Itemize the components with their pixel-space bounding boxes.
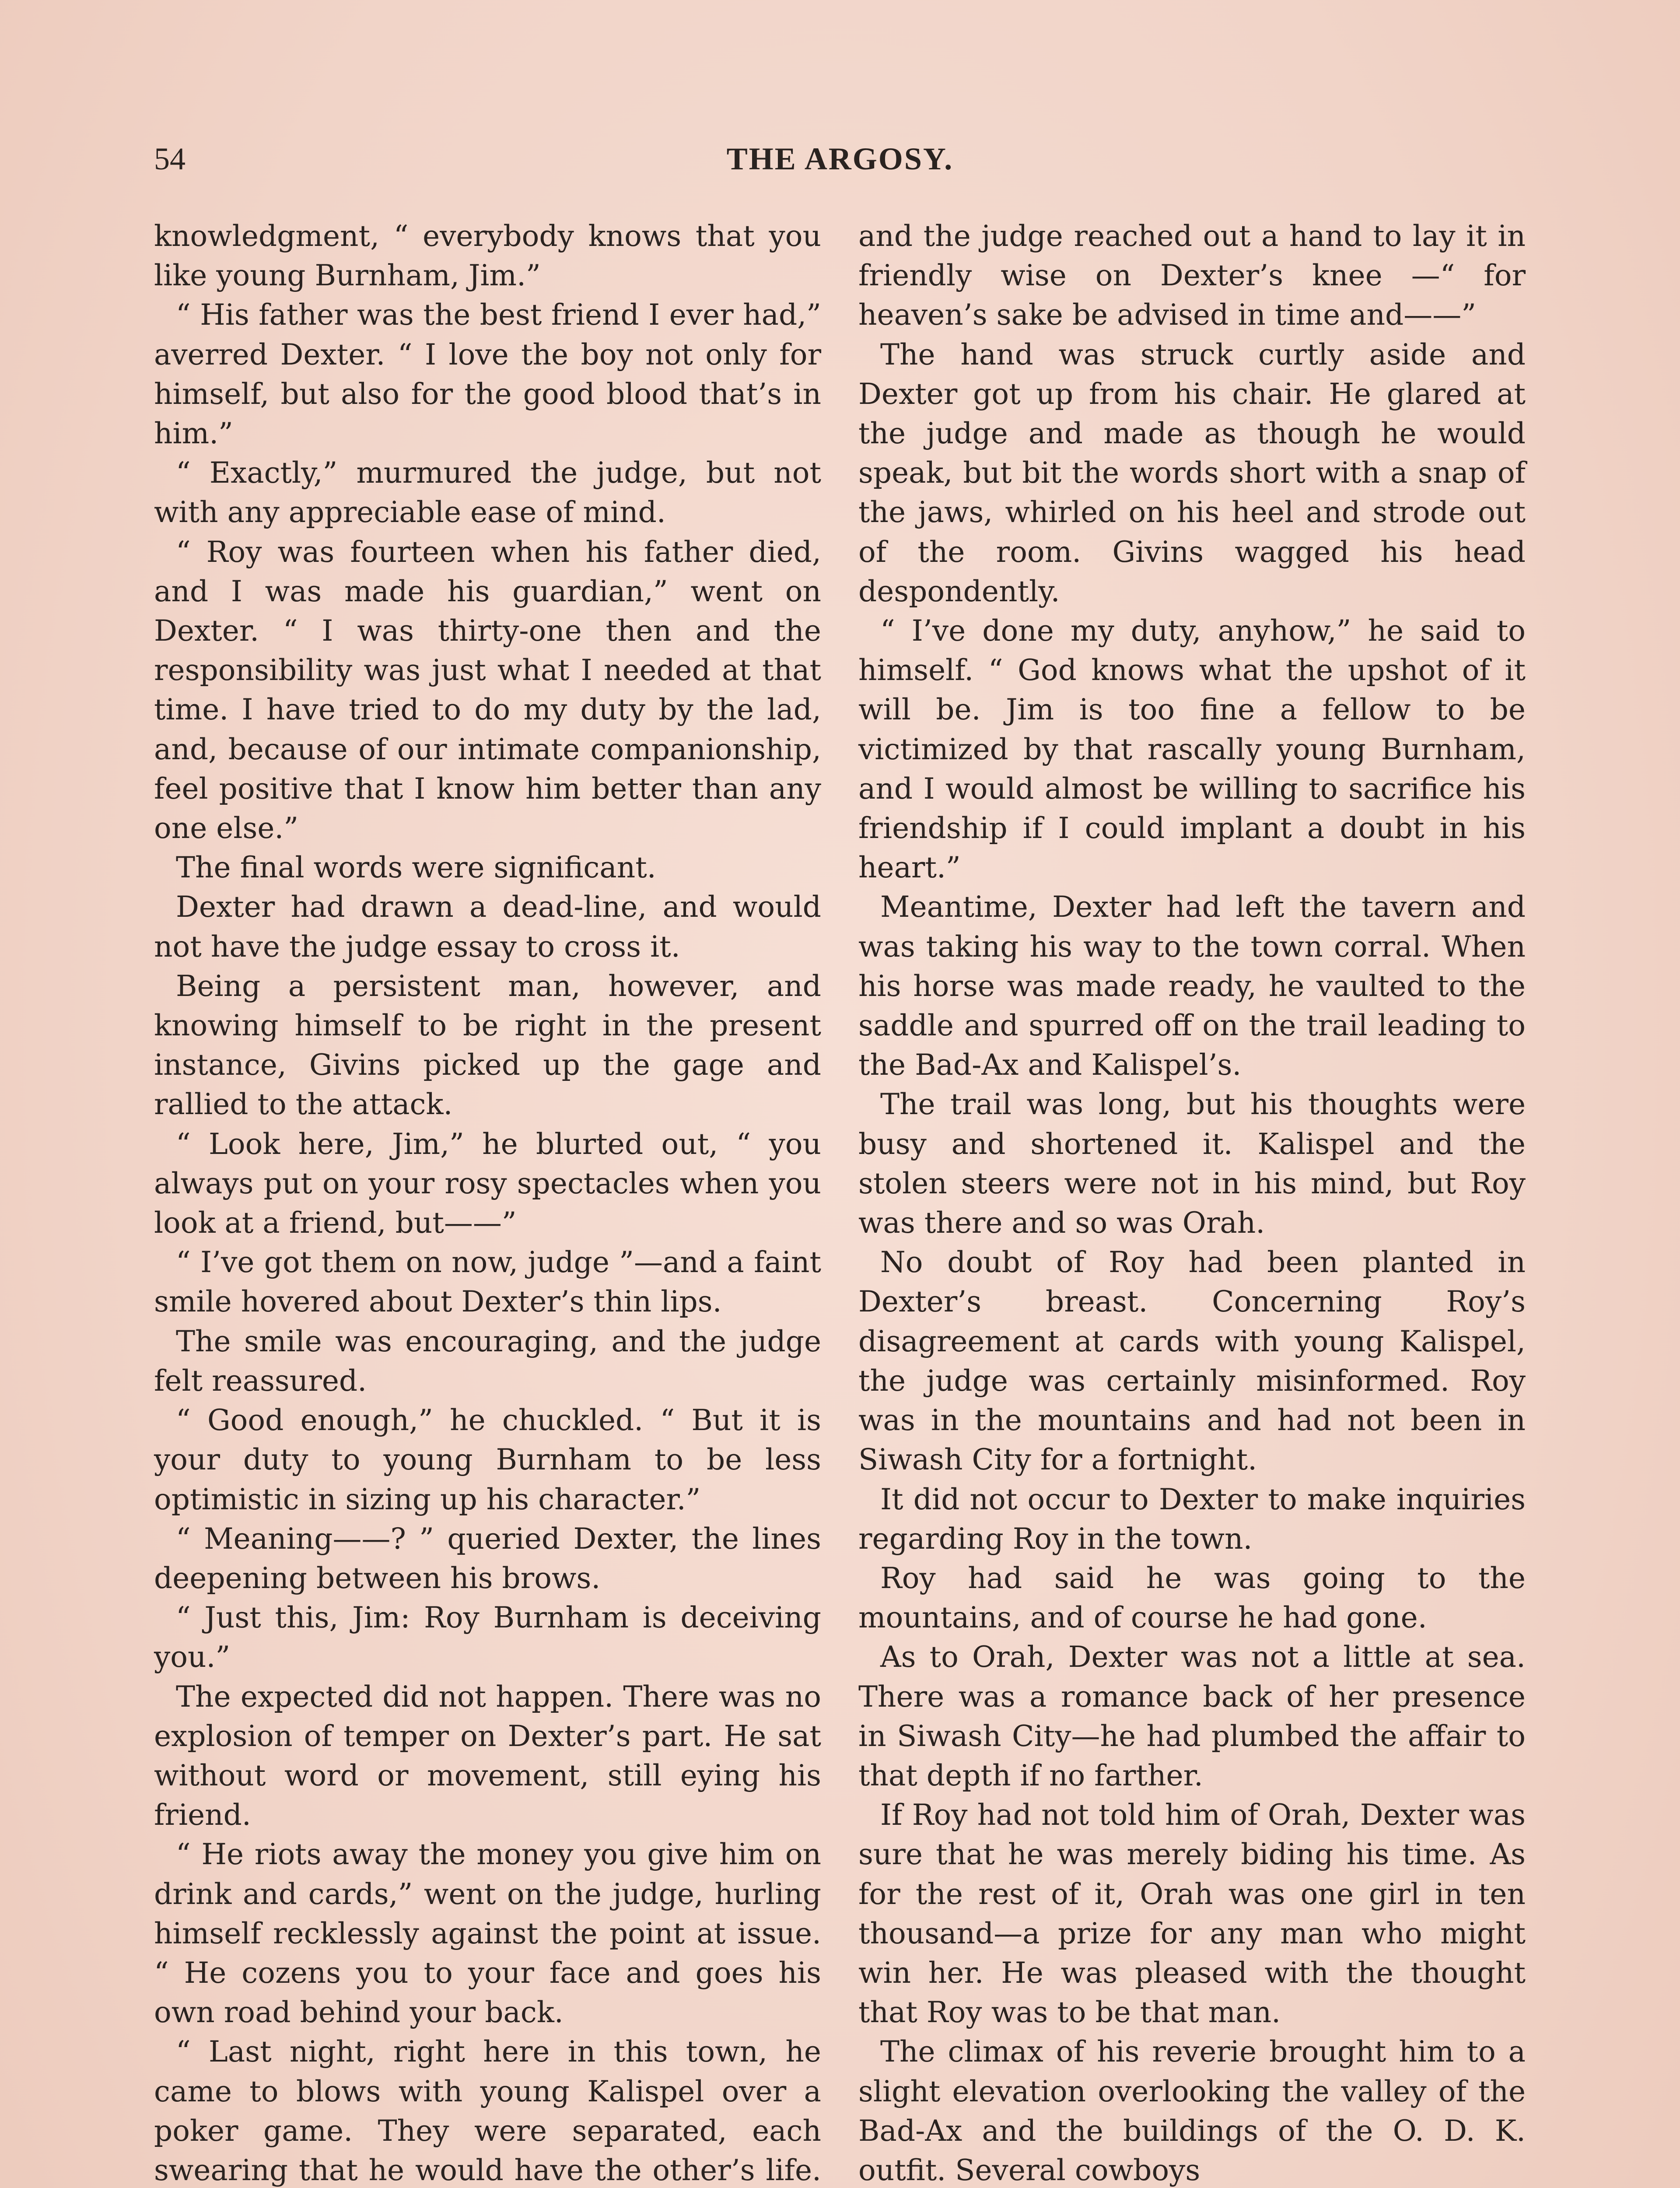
left-column <box>154 217 821 2188</box>
paragraph: Meantime, Dexter had left the tavern and was taking his way to the town corral. When his horse was made ready, he vaulted to the saddle and spurred off on the trail leading to the Bad-Ax and Kalispel’s. <box>858 890 1526 1082</box>
paragraph: If Roy had not told him of Orah, Dexter was sure that he was merely biding his time. As for the rest of it, Orah was one girl in ten thousand—a prize for any man who might win her. He was pleased with the thought that Roy was to be that man. <box>858 1798 1526 2030</box>
paragraph: “ Roy was fourteen when his father died, and I was made his guardian,” went on Dexter. “ I was thirty-one then and the responsibility was just what I needed at that time. I have tried to do my duty by the lad, and, because of our intimate companionship, feel positive that I know him better than any one else.” <box>154 535 821 845</box>
paragraph: “ Look here, Jim,” he blurted out, “ you always put on your rosy spectacles when you look at a friend, but——” <box>154 1127 821 1240</box>
paragraph: and the judge reached out a hand to lay it in friendly wise on Dexter’s knee —“ for heaven’s sake be advised in time and——” <box>858 219 1526 332</box>
paragraph: The hand was struck curtly aside and Dexter got up from his chair. He glared at the judge and made as though he would speak, but bit the words short with a snap of the jaws, whirled on his heel and strode out of the room. Givins wagged his head despondently. <box>858 337 1526 608</box>
paragraph: “ His father was the best friend I ever had,” averred Dexter. “ I love the boy not only for himself, but also for the good blood that’s in him.” <box>154 298 821 451</box>
paragraph: Dexter had drawn a dead-line, and would not have the judge essay to cross it. <box>154 890 821 964</box>
paragraph: It did not occur to Dexter to make inquiries regarding Roy in the town. <box>858 1482 1526 1556</box>
page-number: 54 <box>154 141 186 176</box>
paragraph: No doubt of Roy had been planted in Dexter’s breast. Concerning Roy’s disagreement at cards with young Kalispel, the judge was certainly misinformed. Roy was in the mountains and had not been in Siwash City for a fortnight. <box>858 1245 1526 1477</box>
paragraph: The expected did not happen. There was no explosion of temper on Dexter’s part. He sat without word or movement, still eying his friend. <box>154 1680 821 1832</box>
paragraph: “ Meaning——? ” queried Dexter, the lines deepening between his brows. <box>154 1522 821 1595</box>
paragraph: knowledgment, “ everybody knows that you like young Burnham, Jim.” <box>154 219 821 293</box>
running-head <box>0 139 1680 179</box>
paragraph: The climax of his reverie brought him to a slight elevation overlooking the valley of the Bad-Ax and the buildings of the O. D. K. outfit. Several cowboys <box>858 2035 1526 2187</box>
page-title: THE ARGOSY. <box>726 141 954 176</box>
paragraph: Roy had said he was going to the mountains, and of course he had gone. <box>858 1561 1526 1635</box>
right-column <box>858 217 1526 2188</box>
paragraph: Being a persistent man, however, and knowing himself to be right in the present instance, Givins picked up the gage and rallied to the attack. <box>154 969 821 1122</box>
paragraph: The trail was long, but his thoughts were busy and shortened it. Kalispel and the stolen steers were not in his mind, but Roy was there and so was Orah. <box>858 1087 1526 1240</box>
paragraph: “ Exactly,” murmured the judge, but not with any appreciable ease of mind. <box>154 456 821 529</box>
paragraph: “ I’ve got them on now, judge ”—and a faint smile hovered about Dexter’s thin lips. <box>154 1245 821 1319</box>
paragraph: “ Last night, right here in this town, he came to blows with young Kalispel over a poker game. They were separated, each swearing that he would have the other’s life. <box>154 2035 821 2187</box>
paragraph: “ I’ve done my duty, anyhow,” he said to himself. “ God knows what the upshot of it will be. Jim is too fine a fellow to be victimized by that rascally young Burnham, and I would almost be willing to sacrifice his friendship if I could implant a doubt in his heart.” <box>858 614 1526 885</box>
paragraph: The smile was encouraging, and the judge felt reassured. <box>154 1324 821 1398</box>
paragraph: “ He riots away the money you give him on drink and cards,” went on the judge, hurling himself recklessly against the point at issue. “ He cozens you to your face and goes his own road behind your back. <box>154 1837 821 2030</box>
paragraph: As to Orah, Dexter was not a little at sea. There was a romance back of her presence in Siwash City—he had plumbed the affair to that depth if no farther. <box>858 1640 1526 1792</box>
paragraph: “ Good enough,” he chuckled. “ But it is your duty to young Burnham to be less optimistic in sizing up his character.” <box>154 1403 821 1516</box>
paragraph: “ Just this, Jim: Roy Burnham is deceiving you.” <box>154 1601 821 1674</box>
paragraph: The final words were significant. <box>176 851 656 885</box>
